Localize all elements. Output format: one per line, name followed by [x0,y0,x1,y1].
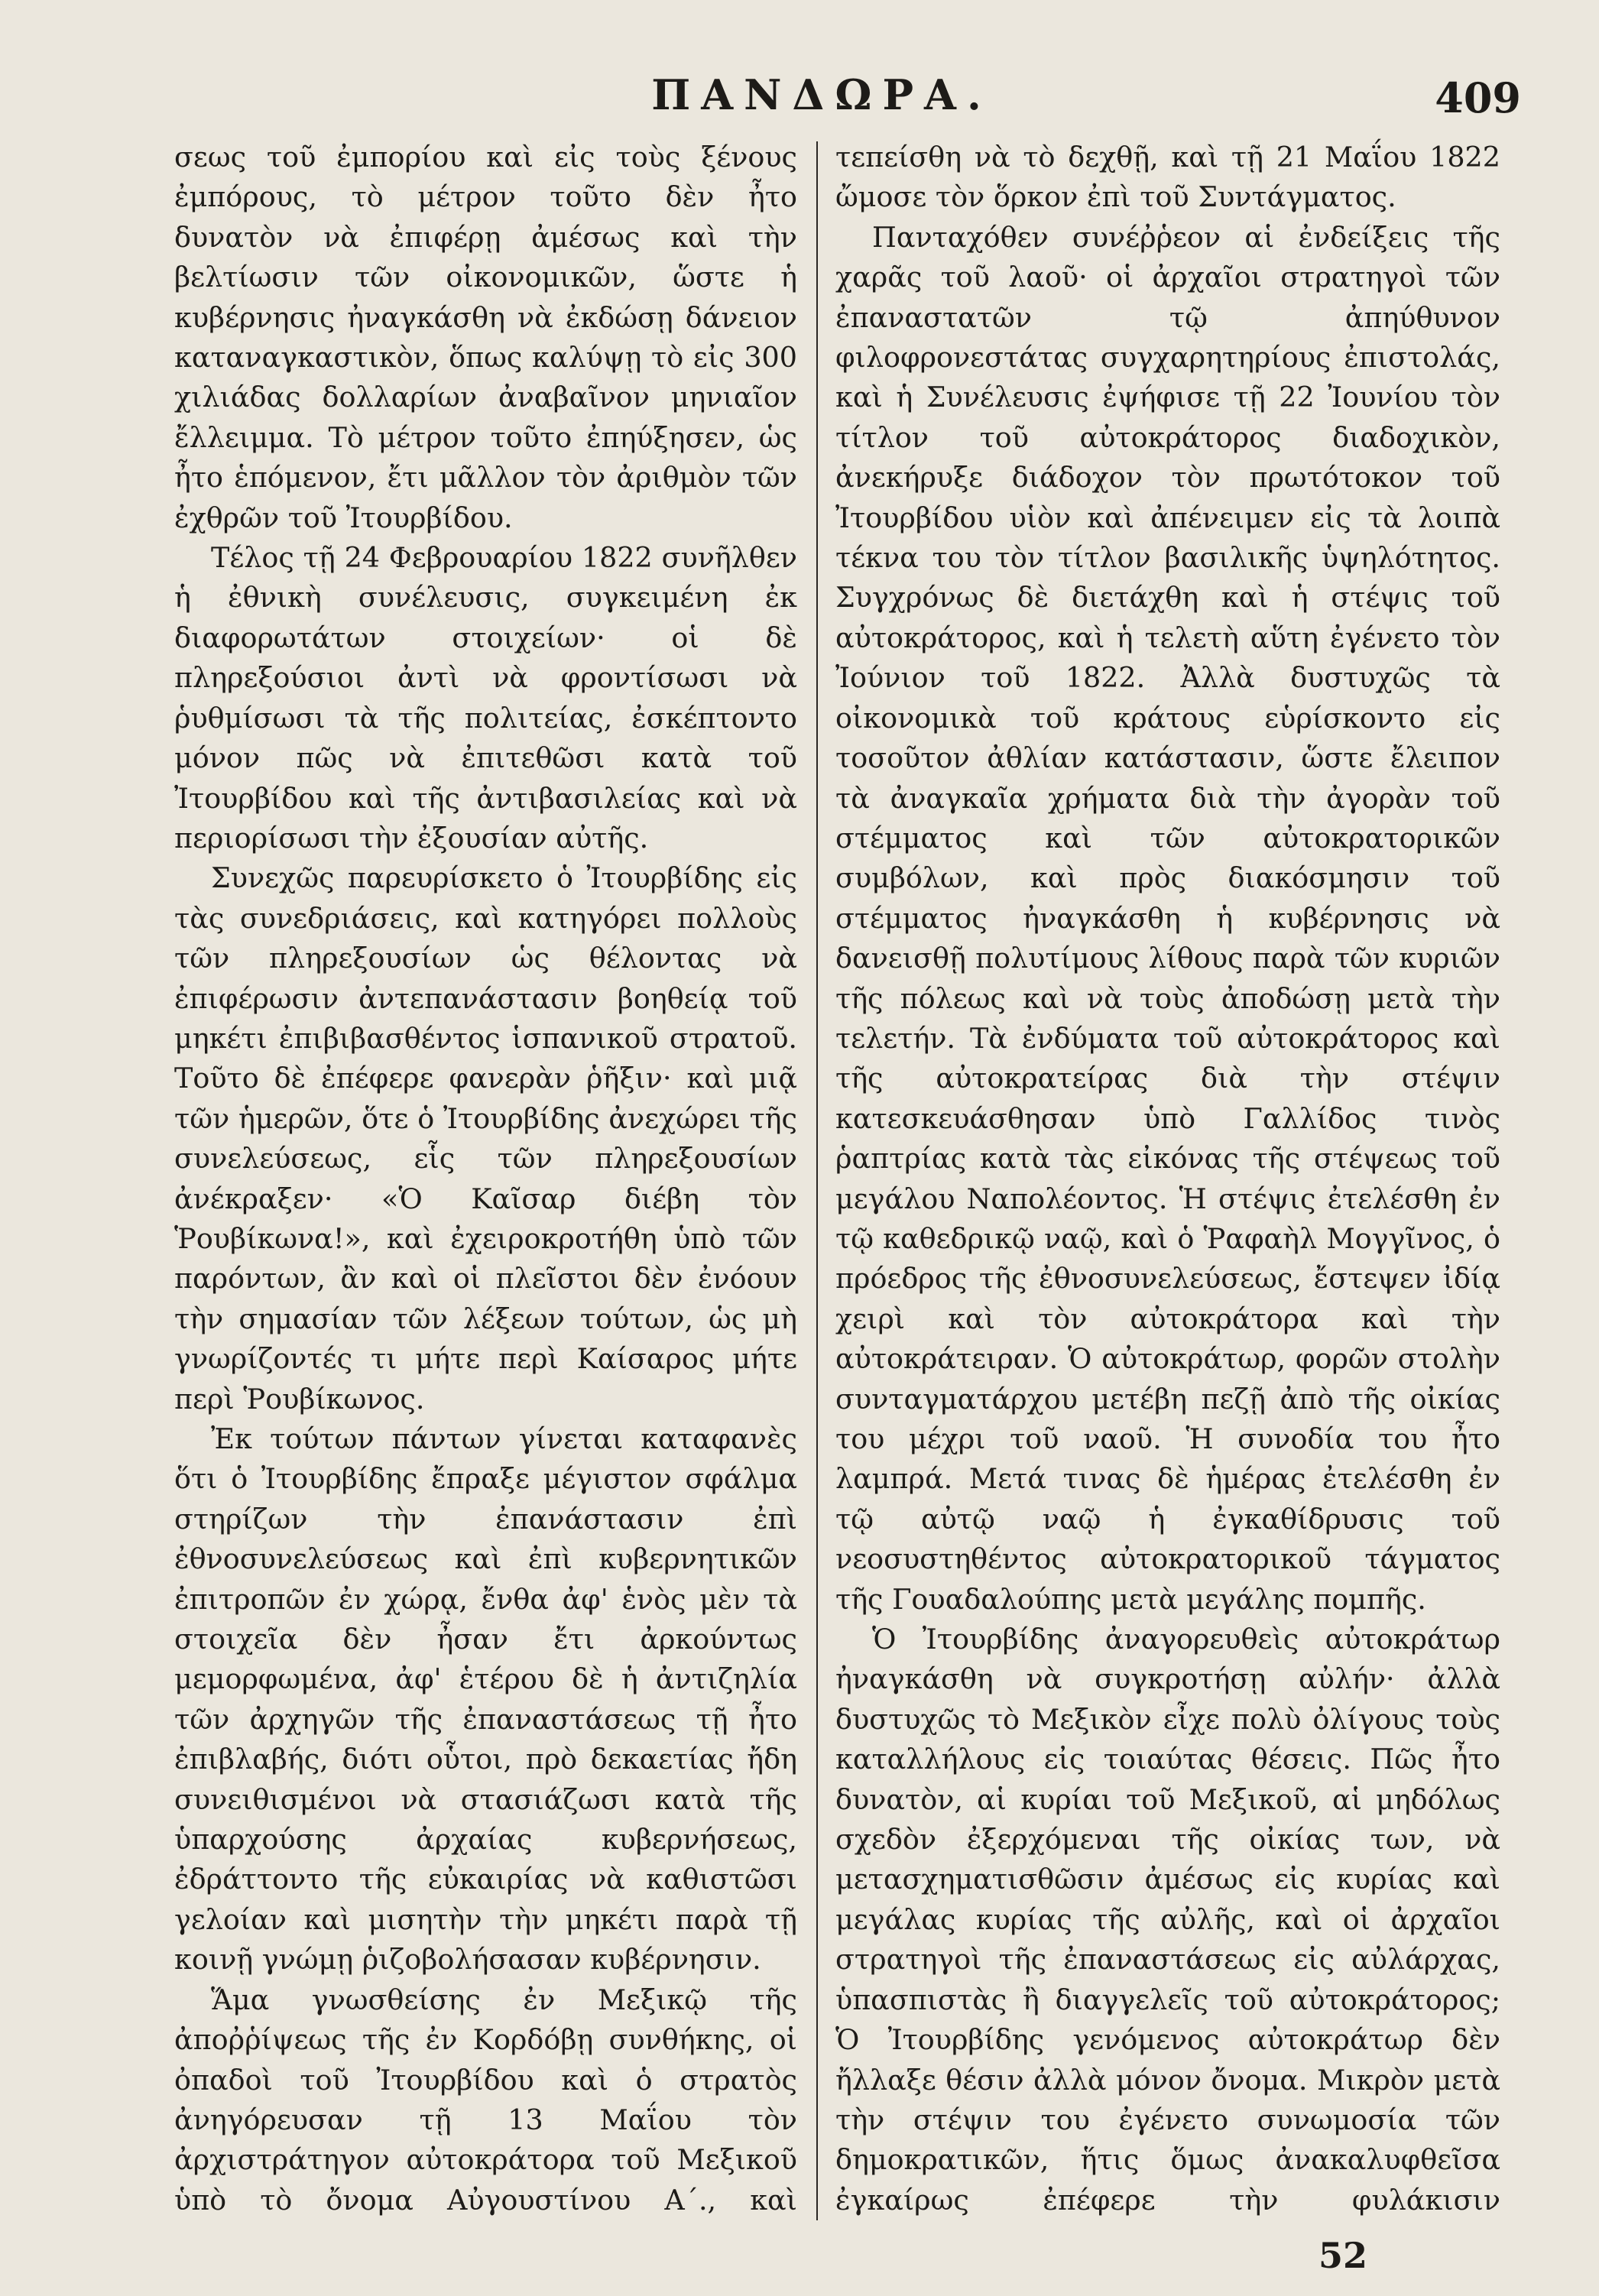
paragraph: Συνεχῶς παρευρίσκετο ὁ Ἰτουρβίδης εἰς τὰς συνεδριάσεις, καὶ κατηγόρει πολλοὺς τῶν πληρεξουσίων ὡς θέλοντας νὰ ἐπιφέρωσιν ἀντεπανάστασιν βοηθείᾳ τοῦ μηκέτι ἐπιβιβασθέντος ἱσπανικοῦ στρατοῦ. Τοῦτο δὲ ἐπέφερε φανερὰν ῥῆξιν· καὶ μιᾷ τῶν ἡμερῶν, ὅτε ὁ Ἰτουρβίδης ἀνεχώρει τῆς συνελεύσεως, εἷς τῶν πληρεξουσίων ἀνέκραξεν· «Ὁ Καῖσαρ διέβη τὸν Ῥουβίκωνα!», καὶ ἐχειροκροτήθη ὑπὸ τῶν παρόντων, ἂν καὶ οἱ πλεῖστοι δὲν ἐνόουν τὴν σημασίαν τῶν λέξεων τούτων, ὡς μὴ γνωρίζοντές τι μήτε περὶ Καίσαρος μήτε περὶ Ῥουβίκωνος. [174,861,797,1416]
page-number: 409 [1435,73,1521,122]
column-divider [816,141,818,2220]
paragraph: Τέλος τῇ 24 Φεβρουαρίου 1822 συνῆλθεν ἡ ἐθνικὴ συνέλευσις, συγκειμένη ἐκ διαφορωτάτων στοιχείων· οἱ δὲ πληρεξούσιοι ἀντὶ νὰ φροντίσωσι νὰ ῥυθμίσωσι τὰ τῆς πολιτείας, ἐσκέπτοντο μόνον πῶς νὰ ἐπιτεθῶσι κατὰ τοῦ Ἰτουρβίδου καὶ τῆς ἀντιβασιλείας καὶ νὰ περιορίσωσι τὴν ἐξουσίαν αὐτῆς. [174,541,797,855]
journal-title: ΠΑΝΔΩΡΑ. [651,70,992,119]
right-column [835,138,1500,2224]
paragraph: Ἐκ τούτων πάντων γίνεται καταφανὲς ὅτι ὁ Ἰτουρβίδης ἔπραξε μέγιστον σφάλμα στηρίζων τὴν ἐπανάστασιν ἐπὶ ἐθνοσυνελεύσεως καὶ ἐπὶ κυβερνητικῶν ἐπιτροπῶν ἐν χώρᾳ, ἔνθα ἀφ' ἑνὸς μὲν τὰ στοιχεῖα δὲν ἦσαν ἔτι ἀρκούντως μεμορφωμένα, ἀφ' ἑτέρου δὲ ἡ ἀντιζηλία τῶν ἀρχηγῶν τῆς ἐπαναστάσεως τῇ ἦτο ἐπιβλαβής, διότι οὗτοι, πρὸ δεκαετίας ἤδη συνειθισμένοι νὰ στασιάζωσι κατὰ τῆς ὑπαρχούσης ἀρχαίας κυβερνήσεως, ἐδράττοντο τῆς εὐκαιρίας νὰ καθιστῶσι γελοίαν καὶ μισητὴν τὴν μηκέτι παρὰ τῇ κοινῇ γνώμῃ ῥιζοβολήσασαν κυβέρνησιν. [174,1422,797,1977]
signature-mark: 52 [1318,2235,1368,2276]
paragraph: τεπείσθη νὰ τὸ δεχθῇ, καὶ τῇ 21 Μαΐου 1822 ὤμοσε τὸν ὅρκον ἐπὶ τοῦ Συντάγματος. [835,141,1500,214]
paragraph: Πανταχόθεν συνέῤῥεον αἱ ἐνδείξεις τῆς χαρᾶς τοῦ λαοῦ· οἱ ἀρχαῖοι στρατηγοὶ τῶν ἐπαναστατῶν τῷ ἀπηύθυνον φιλοφρονεστάτας συγχαρητηρίους ἐπιστολάς, καὶ ἡ Συνέλευσις ἐψήφισε τῇ 22 Ἰουνίου τὸν τίτλον τοῦ αὐτοκράτορος διαδοχικὸν, ἀνεκήρυξε διάδοχον τὸν πρωτότοκον τοῦ Ἰτουρβίδου υἱὸν καὶ ἀπένειμεν εἰς τὰ λοιπὰ τέκνα του τὸν τίτλον βασιλικῆς ὑψηλότητος. Συγχρόνως δὲ διετάχθη καὶ ἡ στέψις τοῦ αὐτοκράτορος, καὶ ἡ τελετὴ αὕτη ἐγένετο τὸν Ἰούνιον τοῦ 1822. Ἀλλὰ δυστυχῶς τὰ οἰκονομικὰ τοῦ κράτους εὑρίσκοντο εἰς τοσοῦτον ἀθλίαν κατάστασιν, ὥστε ἔλειπον τὰ ἀναγκαῖα χρήματα διὰ τὴν ἀγορὰν τοῦ στέμματος καὶ τῶν αὐτοκρατορικῶν συμβόλων, καὶ πρὸς διακόσμησιν τοῦ στέμματος ἠναγκάσθη ἡ κυβέρνησις νὰ δανεισθῇ πολυτίμους λίθους παρὰ τῶν κυριῶν τῆς πόλεως καὶ νὰ τοὺς ἀποδώσῃ μετὰ τὴν τελετήν. Τὰ ἐνδύματα τοῦ αὐτοκράτορος καὶ τῆς αὐτοκρατείρας διὰ τὴν στέψιν κατεσκευάσθησαν ὑπὸ Γαλλίδος τινὸς ῥαπτρίας κατὰ τὰς εἰκόνας τῆς στέψεως τοῦ μεγάλου Ναπολέοντος. Ἡ στέψις ἐτελέσθη ἐν τῷ καθεδρικῷ ναῷ, καὶ ὁ Ῥαφαὴλ Μογγῖνος, ὁ πρόεδρος τῆς ἐθνοσυνελεύσεως, ἔστεψεν ἰδίᾳ χειρὶ καὶ τὸν αὐτοκράτορα καὶ τὴν αὐτοκράτειραν. Ὁ αὐτοκράτωρ, φορῶν στολὴν συνταγματάρχου μετέβη πεζῇ ἀπὸ τῆς οἰκίας του μέχρι τοῦ ναοῦ. Ἡ συνοδία του ἦτο λαμπρά. Μετά τινας δὲ ἡμέρας ἐτελέσθη ἐν τῷ αὐτῷ ναῷ ἡ ἐγκαθίδρυσις τοῦ νεοσυστηθέντος αὐτοκρατορικοῦ τάγματος τῆς Γουαδαλούπης μετὰ μεγάλης πομπῆς. [835,220,1500,1616]
running-header [122,70,1521,131]
left-column [174,138,797,2224]
paragraph: σεως τοῦ ἐμπορίου καὶ εἰς τοὺς ξένους ἐμπόρους, τὸ μέτρον τοῦτο δὲν ἦτο δυνατὸν νὰ ἐπιφέρῃ ἀμέσως καὶ τὴν βελτίωσιν τῶν οἰκονομικῶν, ὥστε ἡ κυβέρνησις ἠναγκάσθη νὰ ἐκδώσῃ δάνειον καταναγκαστικὸν, ὅπως καλύψῃ τὸ εἰς 300 χιλιάδας δολλαρίων ἀναβαῖνον μηνιαῖον ἔλλειμμα. Τὸ μέτρον τοῦτο ἐπηύξησεν, ὡς ἦτο ἑπόμενον, ἔτι μᾶλλον τὸν ἀριθμὸν τῶν ἐχθρῶν τοῦ Ἰτουρβίδου. [174,141,797,534]
paragraph: Ἅμα γνωσθείσης ἐν Μεξικῷ τῆς ἀποῤῥίψεως τῆς ἐν Κορδόβῃ συνθήκης, οἱ ὀπαδοὶ τοῦ Ἰτουρβίδου καὶ ὁ στρατὸς ἀνηγόρευσαν τῇ 13 Μαΐου τὸν ἀρχιστράτηγον αὐτοκράτορα τοῦ Μεξικοῦ ὑπὸ τὸ ὄνομα Αὐγουστίνου Α΄., καὶ [174,1983,797,2217]
paragraph: Ὁ Ἰτουρβίδης ἀναγορευθεὶς αὐτοκράτωρ ἠναγκάσθη νὰ συγκροτήσῃ αὐλήν· ἀλλὰ δυστυχῶς τὸ Μεξικὸν εἶχε πολὺ ὀλίγους τοὺς καταλλήλους εἰς τοιαύτας θέσεις. Πῶς ἦτο δυνατὸν, αἱ κυρίαι τοῦ Μεξικοῦ, αἱ μηδόλως σχεδὸν ἐξερχόμεναι τῆς οἰκίας των, νὰ μετασχηματισθῶσιν ἀμέσως εἰς κυρίας καὶ μεγάλας κυρίας τῆς αὐλῆς, καὶ οἱ ἀρχαῖοι στρατηγοὶ τῆς ἐπαναστάσεως εἰς αὐλάρχας, ὑπασπιστὰς ἢ διαγγελεῖς τοῦ αὐτοκράτορος; Ὁ Ἰτουρβίδης γενόμενος αὐτοκράτωρ δὲν ἤλλαξε θέσιν ἀλλὰ μόνον ὄνομα. Μικρὸν μετὰ τὴν στέψιν του ἐγένετο συνωμοσία τῶν δημοκρατικῶν, ἥτις ὅμως ἀνακαλυφθεῖσα ἐγκαίρως ἐπέφερε τὴν φυλάκισιν [835,1623,1500,2217]
